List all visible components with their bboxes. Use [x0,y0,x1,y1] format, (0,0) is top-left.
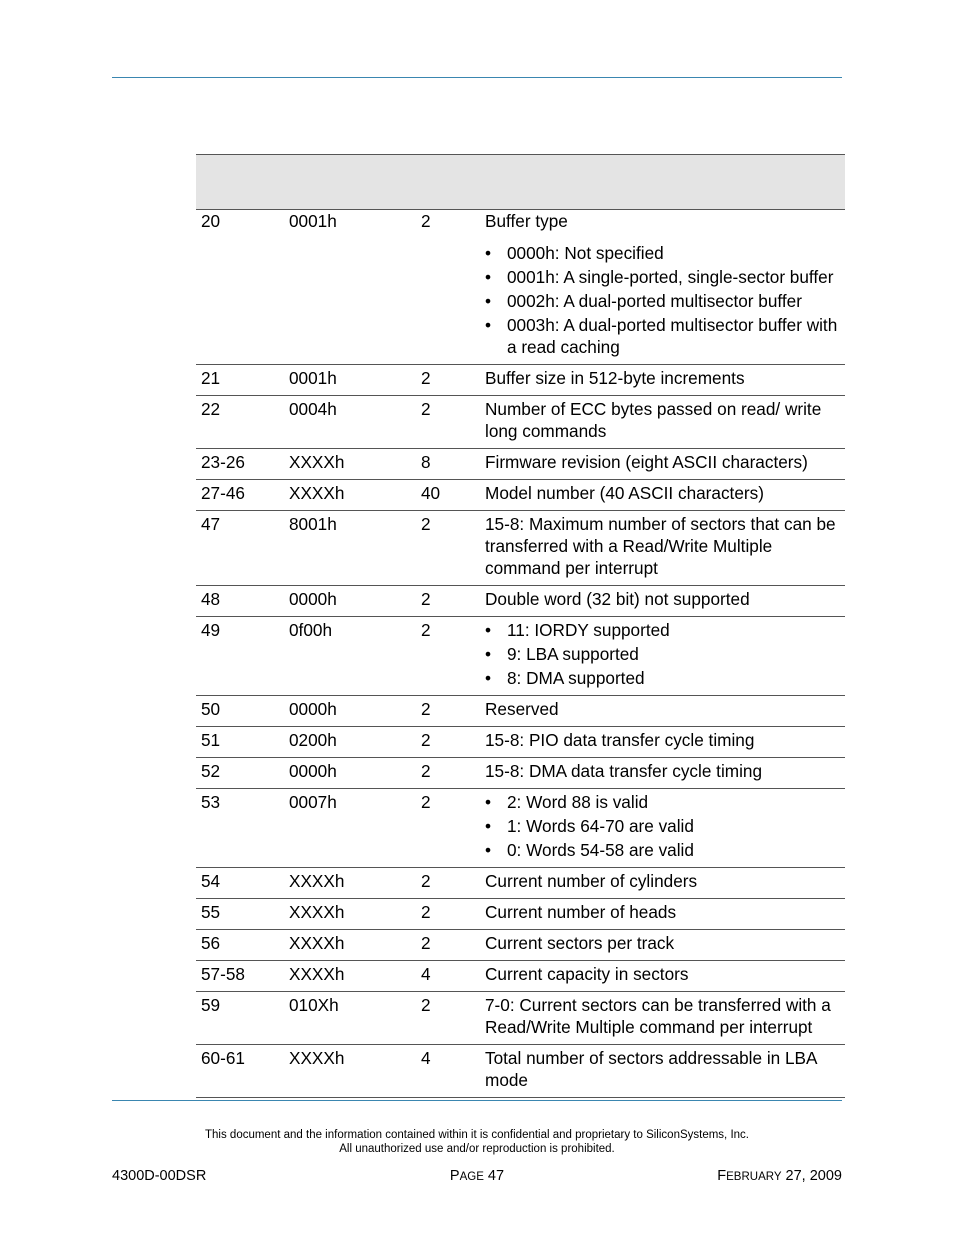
bullet-marker: • [485,792,492,812]
word-cell: 21 [201,368,221,388]
bullet-item [485,815,845,837]
default-value-cell: XXXXh [289,1048,345,1068]
table-row [196,789,845,868]
bullet-text: 0001h: A single-ported, single-sector buffer [507,267,834,287]
description-cell [485,398,845,442]
table-row [196,449,845,480]
word-cell: 52 [201,761,221,781]
description-cell [485,901,845,923]
description-cell [485,588,845,610]
bytes-cell: 2 [421,620,431,640]
description-bullets [485,791,845,861]
description-text: Buffer size in 512-byte increments [485,368,745,388]
date-month-rest: EBRUARY [726,1171,782,1183]
bullet-marker: • [485,668,492,688]
description-cell [485,513,845,579]
bullet-marker: • [485,243,492,263]
bytes-cell: 2 [421,995,431,1015]
page-label-initial: P [449,1168,460,1184]
default-value-cell: 0000h [289,761,337,781]
description-bullets [485,619,845,689]
bullet-marker: • [485,267,492,287]
description-cell [485,760,845,782]
table-row [196,365,845,396]
bullet-item [485,314,845,358]
default-value-cell: 0001h [289,211,337,231]
description-cell [485,729,845,751]
word-cell: 22 [201,399,221,419]
bytes-cell: 4 [421,964,431,984]
bytes-cell: 4 [421,1048,431,1068]
bullet-text: 8: DMA supported [507,668,645,688]
description-cell [485,994,845,1038]
bullet-item [485,667,845,689]
document-date [717,1167,842,1186]
bullet-text: 11: IORDY supported [507,620,670,640]
table-row [196,727,845,758]
table-body [196,210,845,1098]
bullet-item [485,791,845,813]
bullet-item [485,290,845,312]
description-cell [485,963,845,985]
bullet-marker: • [485,620,492,640]
bullet-text: 0003h: A dual-ported multisector buffer with a read caching [507,315,838,357]
description-cell [485,482,845,504]
bullet-marker: • [485,291,492,311]
description-text: Buffer type [485,211,568,231]
bytes-cell: 2 [421,933,431,953]
table-row [196,210,845,365]
bytes-cell: 2 [421,792,431,812]
default-value-cell: 0007h [289,792,337,812]
word-cell: 54 [201,871,221,891]
date-initial: F [717,1168,727,1184]
default-value-cell: XXXXh [289,483,345,503]
default-value-cell: 8001h [289,514,337,534]
table-row [196,868,845,899]
description-text: 15-8: Maximum number of sectors that can be transferred with a Read/Write Multiple command per interrupt [485,514,836,578]
confidentiality-notice: This document and the information contained within it is confidential and proprietary to SiliconSystems, Inc. [205,1129,749,1141]
description-text: Double word (32 bit) not supported [485,589,750,609]
word-cell: 55 [201,902,221,922]
description-text: Number of ECC bytes passed on read/ write long commands [485,399,822,441]
default-value-cell: 0200h [289,730,337,750]
bytes-cell: 2 [421,514,431,534]
table-row [196,696,845,727]
table-row [196,586,845,617]
page-label-rest: AGE [459,1171,484,1183]
bullet-item [485,839,845,861]
word-cell: 60-61 [201,1048,245,1068]
page-label-number: 47 [487,1168,505,1184]
default-value-cell: 0000h [289,589,337,609]
bullet-text: 0002h: A dual-ported multisector buffer [507,291,802,311]
bullet-item [485,242,845,264]
default-value-cell: 0001h [289,368,337,388]
description-cell [485,451,845,473]
default-value-cell: XXXXh [289,964,345,984]
word-cell: 53 [201,792,221,812]
description-cell [485,1047,845,1091]
table-row [196,480,845,511]
description-cell [485,791,845,861]
table-header-band [196,154,845,210]
description-bullets [485,242,845,358]
bullet-marker: • [485,315,492,335]
bytes-cell: 8 [421,452,431,472]
default-value-cell: XXXXh [289,902,345,922]
bytes-cell: 2 [421,368,431,388]
table-row [196,899,845,930]
word-cell: 48 [201,589,221,609]
bytes-cell: 2 [421,761,431,781]
table-row [196,1045,845,1098]
bullet-item [485,619,845,641]
description-cell [485,870,845,892]
table-row [196,758,845,789]
word-cell: 56 [201,933,221,953]
bytes-cell: 2 [421,211,431,231]
bytes-cell: 2 [421,871,431,891]
description-text: Model number (40 ASCII characters) [485,483,764,503]
bytes-cell: 2 [421,902,431,922]
description-text: Reserved [485,699,559,719]
description-cell [485,619,845,689]
table-row [196,511,845,586]
footer-rule [112,1100,842,1101]
bytes-cell: 40 [421,483,441,503]
bytes-cell: 2 [421,399,431,419]
word-cell: 23-26 [201,452,245,472]
bullet-marker: • [485,644,492,664]
bullet-text: 1: Words 64-70 are valid [507,816,694,836]
description-text: Total number of sectors addressable in LBA mode [485,1048,817,1090]
table-row [196,617,845,696]
default-value-cell: 0f00h [289,620,333,640]
bullet-item [485,643,845,665]
default-value-cell: 0000h [289,699,337,719]
table-row [196,930,845,961]
bullet-marker: • [485,816,492,836]
bullet-text: 0000h: Not specified [507,243,664,263]
table-row [196,396,845,449]
word-cell: 59 [201,995,221,1015]
bullet-text: 0: Words 54-58 are valid [507,840,694,860]
bytes-cell: 2 [421,730,431,750]
bullet-item [485,266,845,288]
document-number: 4300D-00DSR [112,1168,207,1184]
reproduction-notice: All unauthorized use and/or reproduction is prohibited. [339,1143,615,1155]
identify-device-table [196,154,845,1098]
word-cell: 27-46 [201,483,245,503]
bullet-text: 9: LBA supported [507,644,639,664]
date-rest: 27, 2009 [785,1168,842,1184]
word-cell: 47 [201,514,221,534]
word-cell: 20 [201,211,221,231]
table-row [196,961,845,992]
default-value-cell: XXXXh [289,933,345,953]
word-cell: 50 [201,699,221,719]
bullet-marker: • [485,840,492,860]
description-cell [485,210,845,358]
description-text: Current number of heads [485,902,677,922]
table-row [196,992,845,1045]
default-value-cell: XXXXh [289,452,345,472]
default-value-cell: XXXXh [289,871,345,891]
description-text: Current sectors per track [485,933,675,953]
description-text: Current capacity in sectors [485,964,689,984]
description-cell [485,367,845,389]
word-cell: 49 [201,620,221,640]
description-text: Firmware revision (eight ASCII characters) [485,452,808,472]
default-value-cell: 0004h [289,399,337,419]
description-text: 7-0: Current sectors can be transferred with a Read/Write Multiple command per interrupt [485,995,831,1037]
default-value-cell: 010Xh [289,995,339,1015]
description-text: 15-8: PIO data transfer cycle timing [485,730,755,750]
bytes-cell: 2 [421,699,431,719]
description-cell [485,698,845,720]
description-text: Current number of cylinders [485,871,698,891]
header-rule [112,77,842,78]
bullet-text: 2: Word 88 is valid [507,792,649,812]
description-text: 15-8: DMA data transfer cycle timing [485,761,763,781]
word-cell: 57-58 [201,964,245,984]
word-cell: 51 [201,730,221,750]
bytes-cell: 2 [421,589,431,609]
description-cell [485,932,845,954]
